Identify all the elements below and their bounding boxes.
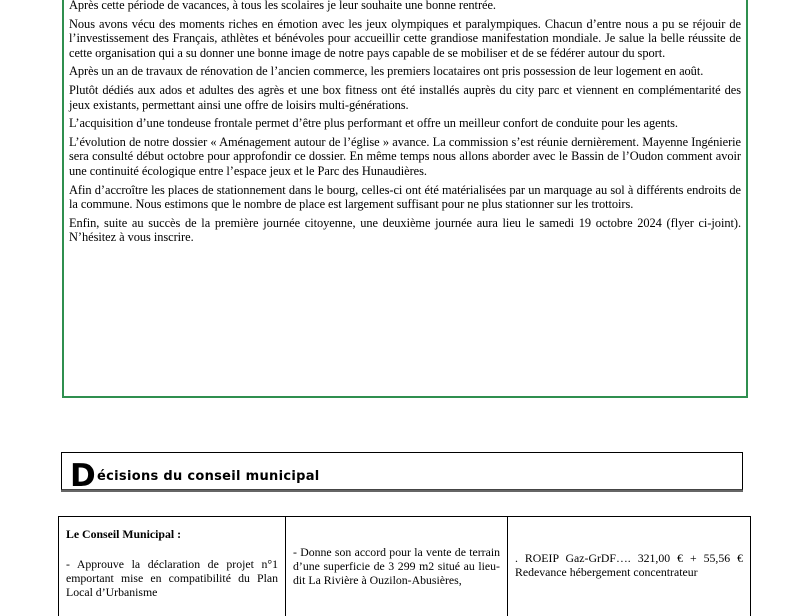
decisions-column-3	[507, 516, 751, 616]
editorial-paragraph: Plutôt dédiés aux ados et adultes des agrès et une box fitness ont été installés auprès du city parc et viennent en complémentarité des jeux existants, permettant ainsi une offre de loisirs multi-générations.	[69, 82, 741, 112]
decision-item: - Approuve la déclaration de projet n°1 emportant mise en compatibilité du Plan Local d’Urbanisme	[66, 557, 278, 599]
decision-item: . ROEIP Gaz-GrDF…. 321,00 € + 55,56 € Redevance hébergement concentrateur	[515, 551, 743, 579]
section-title-text: écisions du conseil municipal	[97, 469, 320, 484]
editorial-paragraph: Nous avons vécu des moments riches en émotion avec les jeux olympiques et paralympiques. Chacun d’entre nous a pu se réjouir de l’investissement des Français, athlètes et bénévoles pour accueillir cette grandiose manifestation mondiale. Je salue la belle réussite de cette organisation qui a su donner une bonne image de notre pays capable de se mobiliser et de se fédérer autour du sport.	[69, 16, 741, 60]
decision-item: - Donne son accord pour la vente de terrain d’une superficie de 3 299 m2 situé au lieu-dit La Rivière à Ouzilon-Abusières,	[293, 545, 500, 587]
editorial-paragraph: L’évolution de notre dossier « Aménagement autour de l’église » avance. La commission s’est réunie dernièrement. Mayenne Ingénierie sera consulté début octobre pour approfondir ce dossier. En même temps nous allons aborder avec le Bassin de l’Oudon comment avoir une continuité écologique entre l’espace jeux et le Parc des Hunaudières.	[69, 134, 741, 178]
section-header	[61, 452, 743, 494]
section-title-dropcap: D	[70, 458, 97, 494]
editorial-text	[69, 0, 741, 249]
decisions-lead: Le Conseil Municipal :	[66, 527, 182, 541]
decisions-column-2	[285, 516, 507, 616]
editorial-paragraph: Après cette période de vacances, à tous les scolaires je leur souhaite une bonne rentrée.	[69, 0, 496, 12]
editorial-box	[62, 0, 748, 398]
editorial-paragraph: Après un an de travaux de rénovation de l’ancien commerce, les premiers locataires ont pris possession de leur logement en août.	[69, 64, 704, 79]
decisions-column-1	[58, 516, 285, 616]
editorial-paragraph: L’acquisition d’une tondeuse frontale permet d’être plus performant et offre un meilleur confort de conduite pour les agents.	[69, 116, 678, 131]
editorial-paragraph: Enfin, suite au succès de la première journée citoyenne, une deuxième journée aura lieu le samedi 19 octobre 2024 (flyer ci-joint). N’hésitez à vous inscrire.	[69, 215, 741, 245]
editorial-paragraph: Afin d’accroître les places de stationnement dans le bourg, celles-ci ont été matérialisées par un marquage au sol à différents endroits de la commune. Nous estimons que le nombre de place est largement suffisant pour ne plus stationner sur les trottoirs.	[69, 182, 741, 212]
decisions-table	[58, 516, 751, 616]
section-title	[70, 455, 320, 494]
